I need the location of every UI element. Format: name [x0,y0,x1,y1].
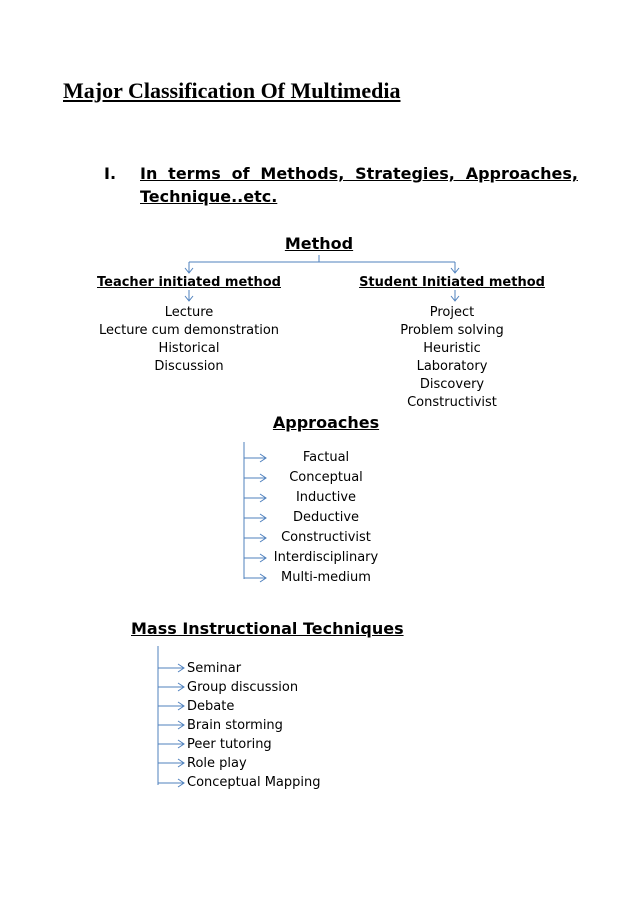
student-method-label: Student Initiated method [359,275,545,290]
method-heading: Method [284,234,354,253]
list-item: Seminar [187,661,242,676]
list-item: Constructivist [281,530,371,545]
list-item: Discussion [154,359,224,374]
list-item: Factual [302,450,350,465]
list-item: Discovery [419,377,485,392]
list-item: Lecture cum demonstration [98,323,280,338]
list-item: Peer tutoring [187,737,272,752]
student-method-list [352,304,552,412]
section-number: I. [104,164,117,183]
list-item: Conceptual [289,470,363,485]
list-item: Constructivist [407,395,497,410]
list-item: Project [429,305,475,320]
teacher-method-list [69,304,309,376]
list-item: Inductive [295,490,357,505]
list-item: Brain storming [187,718,283,733]
mass-techniques-heading: Mass Instructional Techniques [131,619,404,638]
list-item: Interdisciplinary [273,550,379,565]
list-item: Group discussion [187,680,299,695]
list-item: Conceptual Mapping [187,775,321,790]
teacher-method-label: Teacher initiated method [97,275,281,290]
list-item: Multi-medium [281,570,371,585]
list-item: Problem solving [400,323,504,338]
list-item: Deductive [292,510,360,525]
approaches-heading: Approaches [272,413,380,432]
list-item: Lecture [164,305,214,320]
approaches-list [256,448,396,588]
list-item: Debate [187,699,235,714]
section-heading-line-1: In terms of Methods, Strategies, Approaches, [140,164,578,183]
list-item: Role play [187,756,247,771]
section-heading-line-2: Technique..etc. [140,187,278,206]
mass-techniques-list [187,659,321,792]
list-item: Historical [158,341,220,356]
list-item: Laboratory [416,359,488,374]
list-item: Heuristic [423,341,481,356]
mass-arrow-icons [158,664,184,787]
document-title: Major Classification Of Multimedia [63,78,401,103]
